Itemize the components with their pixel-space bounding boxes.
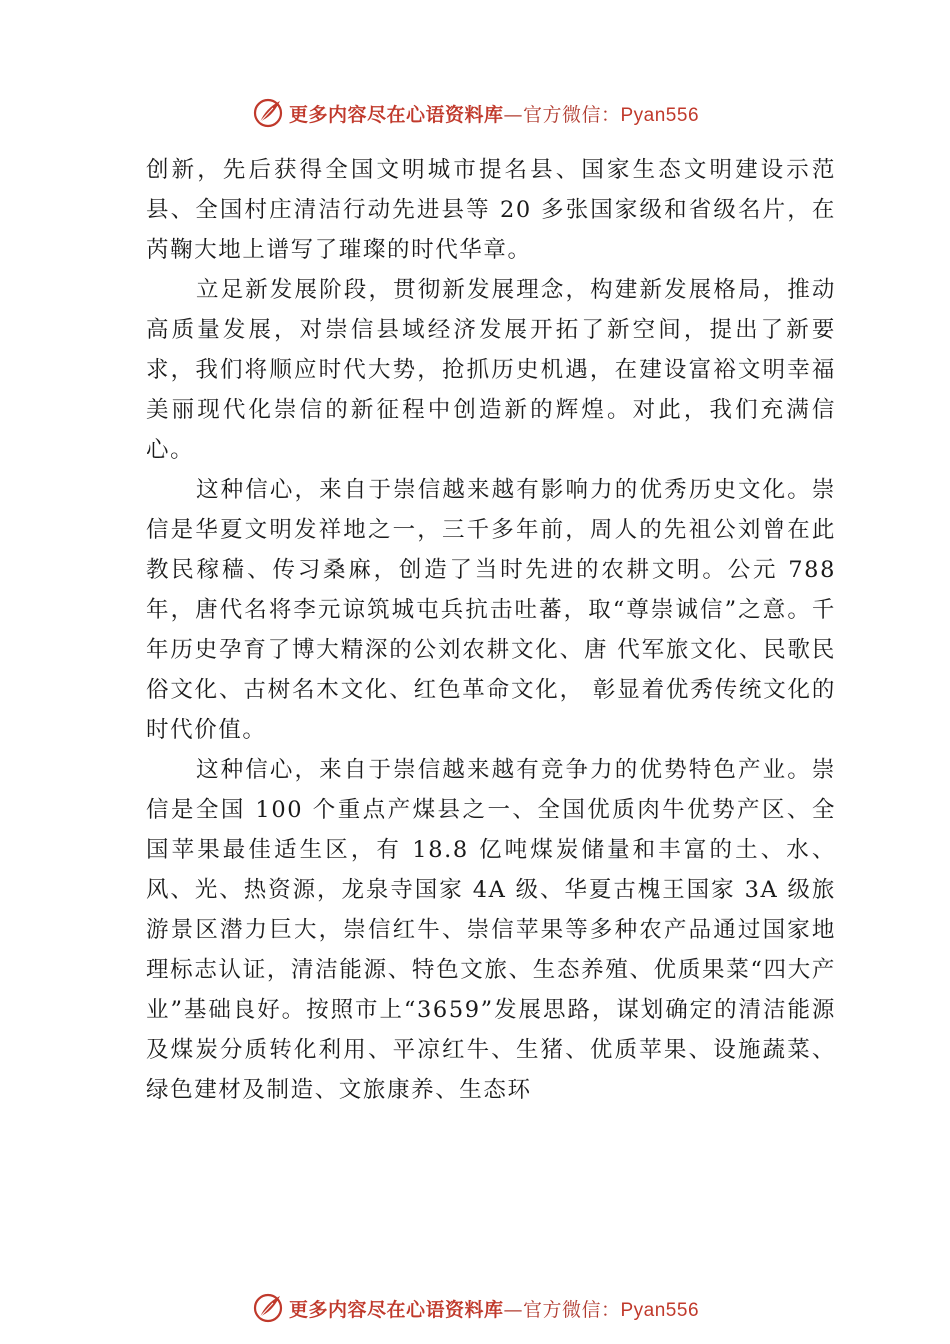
paragraph-4: 这种信心，来自于崇信越来越有竞争力的优势特色产业。崇信是全国 100 个重点产煤县之一、全国优质肉牛优势产区、全国苹果最佳适生区，有 18.8 亿吨煤炭储量和丰富的土、水、风、光、热资源，龙泉寺国家 4A 级、华夏古槐王国家 3A 级旅游景区潜力巨大，崇信红牛、崇信苹果等多种农产品通过国家地理标志认证，清洁能源、特色文旅、生态养殖、优质果菜“四大产业”基础良好。按照市上“3659”发展思路，谋划确定的清洁能源及煤炭分质转化利用、平凉红牛、生猪、优质苹果、设施蔬菜、绿色建材及制造、文旅康养、生态环 — [146, 757, 836, 1103]
header-account: Pyan556 — [620, 104, 700, 126]
footer-banner-text — [289, 1295, 699, 1322]
footer-brand: 更多内容尽在心语资料库 — [288, 1298, 504, 1321]
footer-account: Pyan556 — [620, 1299, 700, 1321]
header-separator: —官方微信： — [503, 103, 621, 126]
paragraph-3: 这种信心，来自于崇信越来越有影响力的优秀历史文化。崇信是华夏文明发祥地之一，三千多年前，周人的先祖公刘曾在此教民稼穑、传习桑麻，创造了当时先进的农耕文明。公元 788 年，唐代名将李元谅筑城屯兵抗击吐蕃，取“尊崇诚信”之意。千年历史孕育了博大精深的公刘农耕文化、唐 代军旅文化、民歌民俗文化、古树名木文化、红色革命文化， 彰显着优秀传统文化的时代价值。 — [146, 477, 836, 743]
document-body — [146, 150, 836, 1110]
header-banner — [0, 93, 950, 133]
feather-pen-logo-icon — [251, 96, 285, 130]
paragraph-2: 立足新发展阶段，贯彻新发展理念，构建新发展格局，推动高质量发展，对崇信县域经济发展开拓了新空间，提出了新要求，我们将顺应时代大势，抢抓历史机遇，在建设富裕文明幸福美丽现代化崇信的新征程中创造新的辉煌。对此，我们充满信心。 — [146, 277, 836, 463]
header-brand: 更多内容尽在心语资料库 — [288, 103, 504, 126]
paragraph-1: 创新，先后获得全国文明城市提名县、国家生态文明建设示范县、全国村庄清洁行动先进县等 20 多张国家级和省级名片，在芮鞠大地上谱写了璀璨的时代华章。 — [146, 157, 836, 263]
feather-pen-logo-icon — [251, 1291, 285, 1325]
footer-separator: —官方微信： — [503, 1298, 621, 1321]
header-banner-text — [289, 100, 699, 127]
footer-banner — [0, 1288, 950, 1328]
